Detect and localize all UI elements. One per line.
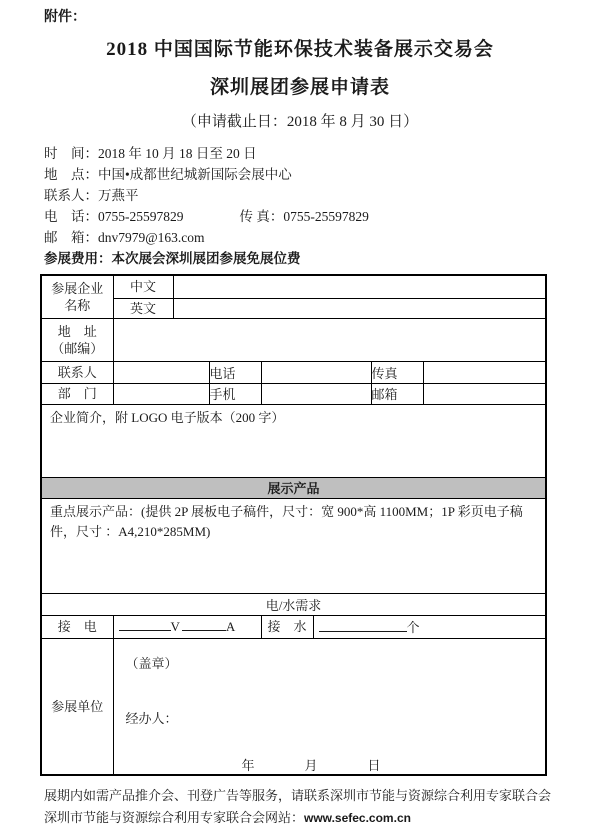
seal-note: （盖章） [125,655,178,671]
company-name-chinese-field[interactable] [173,275,546,298]
contact-value: 万燕平 [98,188,139,203]
voltage-unit: V [170,619,180,634]
voltage-blank-field[interactable] [119,618,171,631]
key-products-field[interactable] [41,498,546,593]
water-unit: 个 [406,620,420,635]
power-label: 接 电 [41,615,113,638]
footer-website-url: www.sefec.com.cn [304,810,411,825]
water-count-blank-field[interactable] [319,619,407,632]
exhibitor-signature-field[interactable] [113,638,546,775]
key-products-note: 重点展示产品：(提供 2P 展板电子稿件，尺寸：宽 900*高 1100MM；1P 彩页电子稿件，尺寸 ：A4,210*285MM) [50,503,523,539]
event-fee-line [44,248,600,269]
company-name-label [41,275,113,318]
fax-value: 0755-25597829 [283,209,369,224]
footer-notes [44,785,600,829]
email-field-label: 邮箱 [371,383,423,404]
time-label: 时 间： [44,146,98,161]
date-day-label: 日 [367,757,381,773]
mobile-field-label: 手机 [209,383,261,404]
address-label [41,318,113,361]
document-title-line2: 深圳展团参展申请表 [209,77,390,98]
water-label: 接 水 [261,615,313,638]
event-time-line [44,143,600,164]
company-name-chinese-label: 中文 [113,275,173,298]
venue-label: 地 点： [44,167,98,182]
application-form-table [40,274,547,776]
handler-label: 经办人： [125,710,178,726]
mobile-field[interactable] [261,383,371,404]
footer-website-label: 深圳市节能与资源综合利用专家联合会网站： [44,809,305,825]
company-profile-field[interactable] [41,404,546,477]
power-requirement-field[interactable] [113,615,261,638]
email-value: dnv7979@163.com [98,230,205,245]
signature-date-line [242,755,546,774]
attachment-label: 附件： [44,10,86,25]
address-label-line2: （邮编） [51,340,104,356]
application-deadline: （申请截止日：2018 年 8 月 30 日） [181,114,419,130]
document-title-line1: 2018 中国国际节能环保技术装备展示交易会 [106,39,494,60]
company-name-label-line2: 名称 [64,297,91,313]
event-venue-line [44,164,600,185]
date-month-label: 月 [304,757,318,773]
company-name-english-label: 英文 [113,298,173,318]
company-profile-note: 企业简介，附 LOGO 电子版本（200 字） [50,409,285,425]
fee-value: 本次展会深圳展团参展免展位费 [111,251,301,266]
event-info-block [44,143,600,269]
company-name-english-field[interactable] [173,298,546,318]
contact-person-field[interactable] [113,361,209,383]
address-label-line1: 地 址 [57,323,97,339]
ampere-blank-field[interactable] [182,618,226,631]
water-requirement-field[interactable] [313,615,546,638]
phone-value: 0755-25597829 [98,209,184,224]
fax-label: 传 真： [239,209,284,224]
time-value: 2018 年 10 月 18 日至 20 日 [98,146,257,161]
venue-value: 中国•成都世纪城新国际会展中心 [98,167,292,182]
date-year-label: 年 [241,757,255,773]
department-label: 部 门 [41,383,113,404]
fax-field[interactable] [423,361,546,383]
event-email-line [44,227,600,248]
phone-label: 电 话： [44,209,98,224]
fax-field-label: 传真 [371,361,423,383]
contact-person-label: 联系人 [41,361,113,383]
footer-website-line [44,807,600,829]
email-label: 邮 箱： [44,230,98,245]
products-section-header: 展示产品 [41,477,546,498]
footer-service-note: 展期内如需产品推介会、刊登广告等服务，请联系深圳市节能与资源综合利用专家联合会 [44,787,552,803]
email-field[interactable] [423,383,546,404]
ampere-unit: A [225,619,236,634]
department-field[interactable] [113,383,209,404]
phone-field-label: 电话 [209,361,261,383]
fee-label: 参展费用： [44,251,112,266]
event-phone-fax-line [44,206,600,227]
exhibitor-label: 参展单位 [41,638,113,775]
utilities-section-header: 电/水需求 [41,593,546,615]
company-name-label-line1: 参展企业 [51,280,104,296]
address-field[interactable] [113,318,546,361]
phone-field[interactable] [261,361,371,383]
event-contact-line [44,185,600,206]
contact-label: 联系人： [44,188,98,203]
